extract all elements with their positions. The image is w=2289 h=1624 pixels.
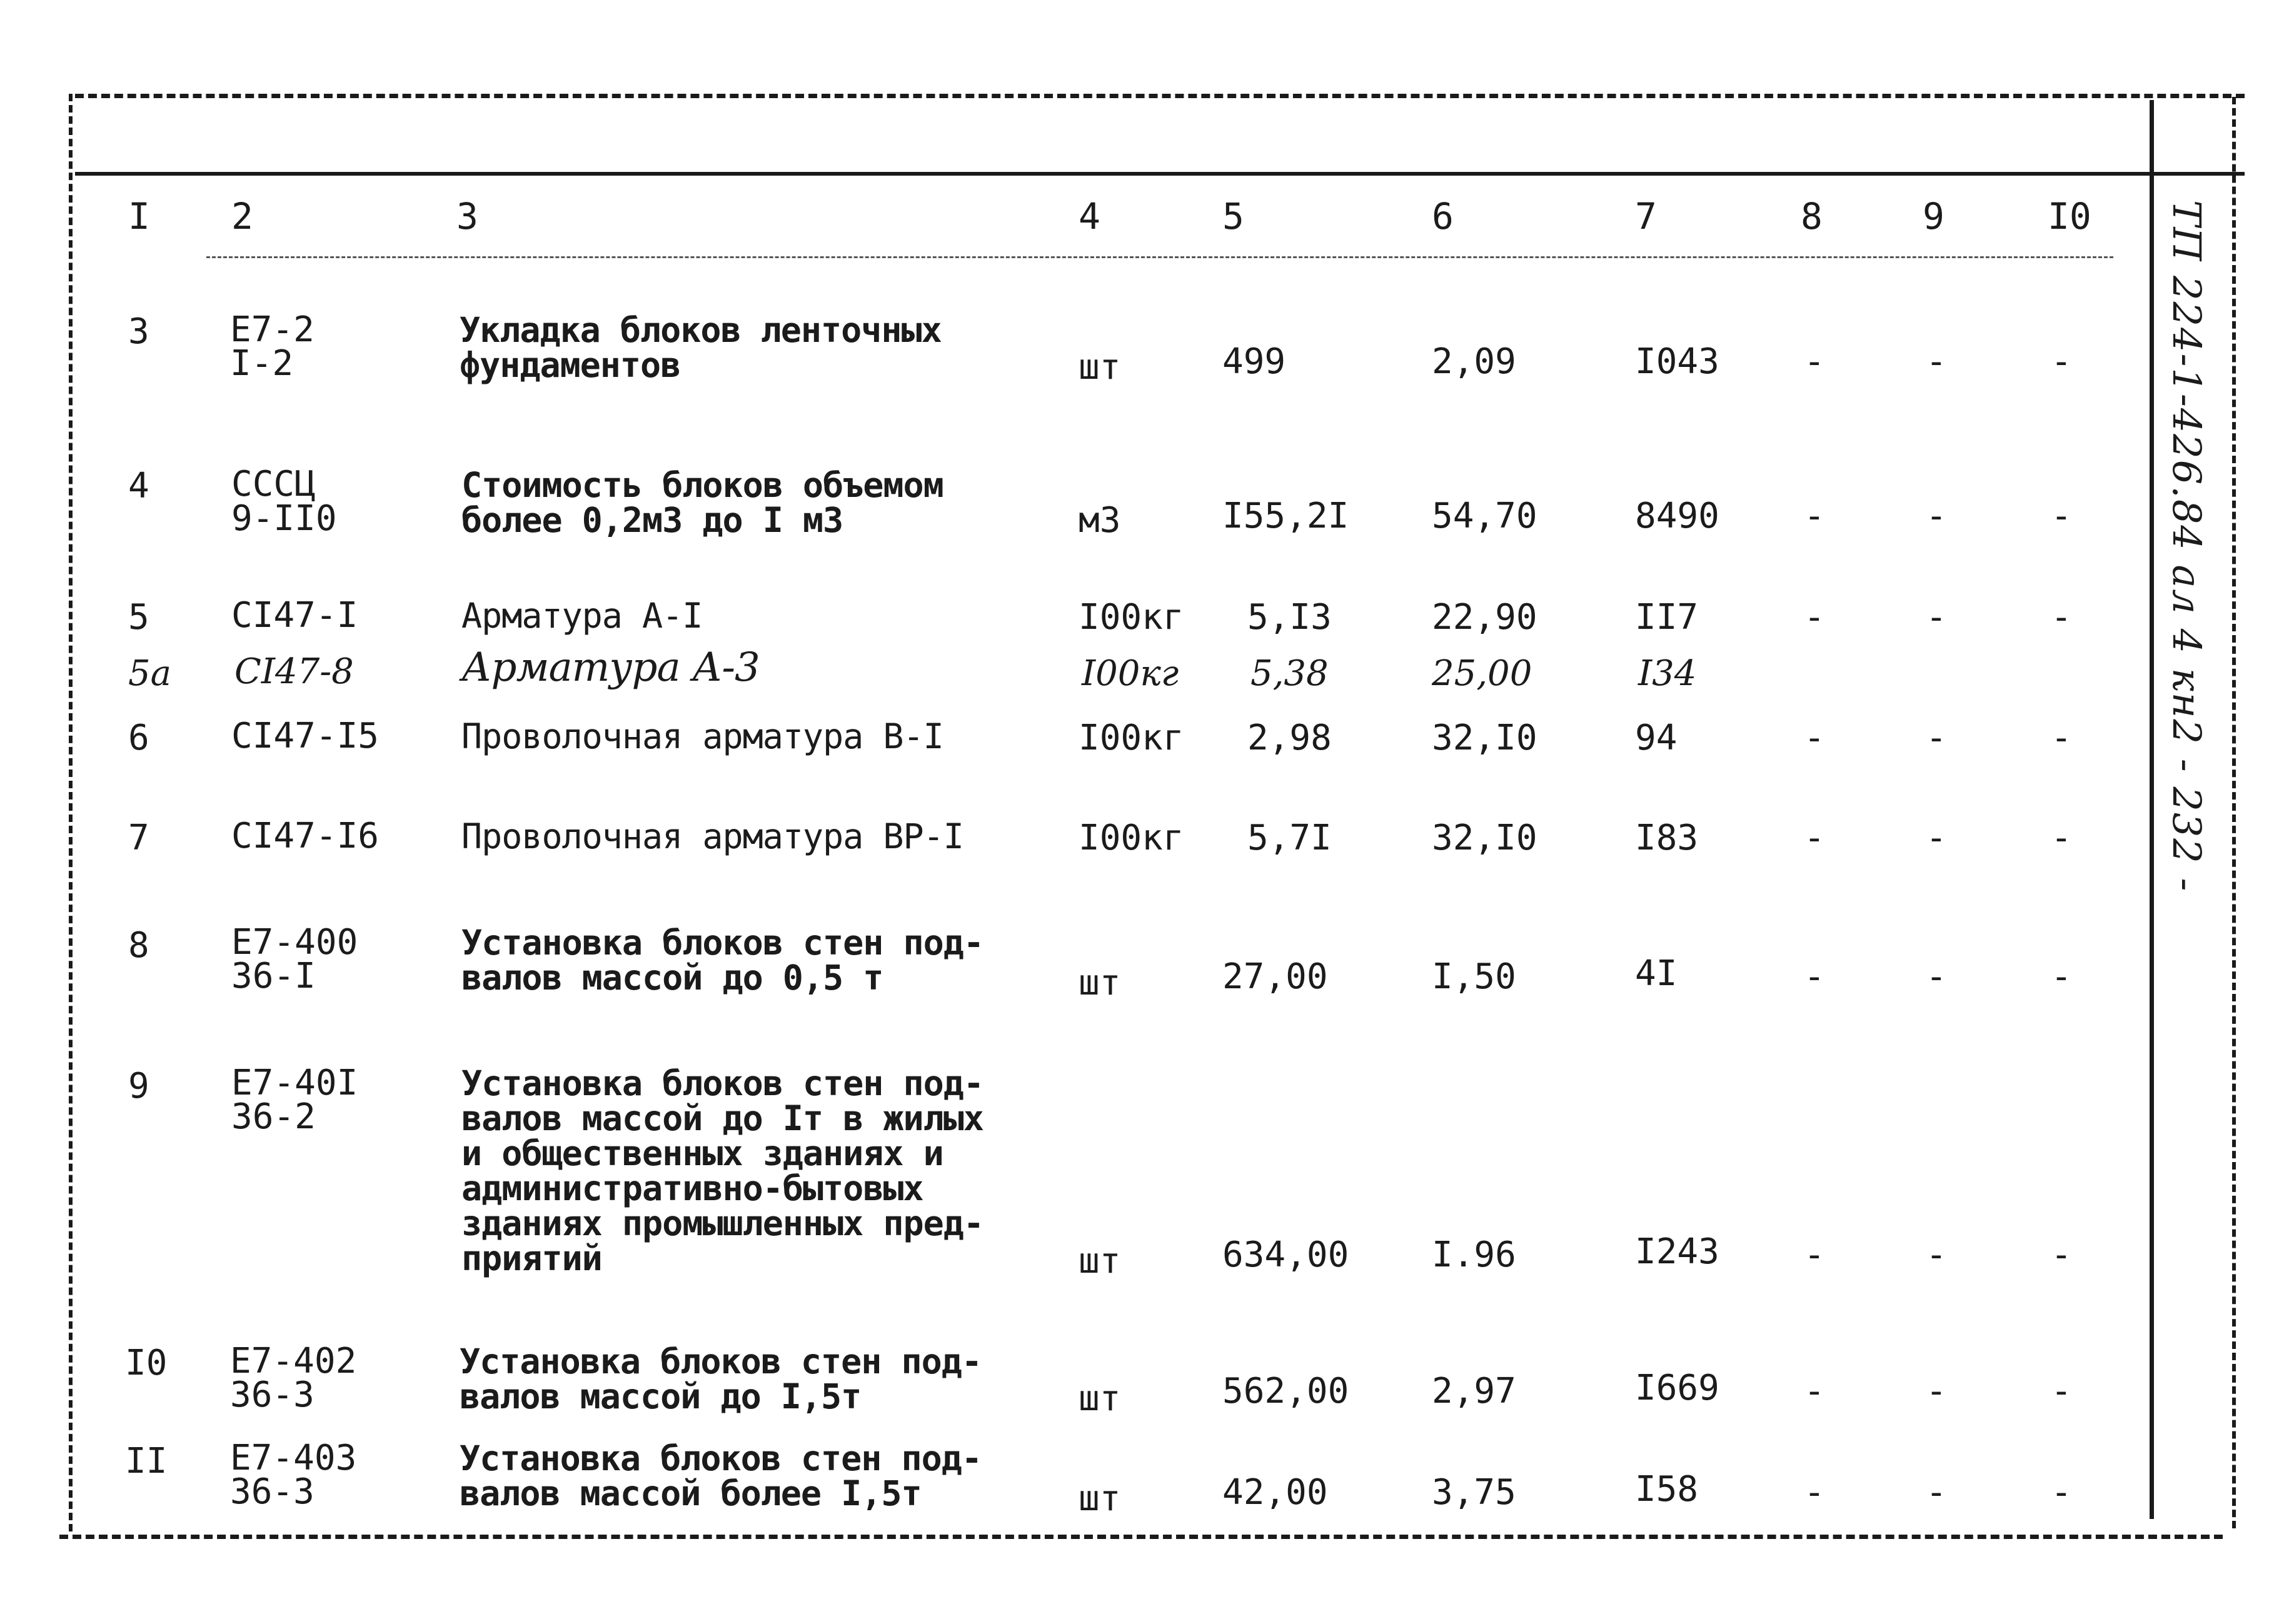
column-header-7: 7	[1635, 195, 1657, 238]
work-description-line: и общественных зданиях и	[461, 1133, 943, 1173]
row-number: 5	[128, 597, 149, 638]
quantity: I55,2I	[1222, 496, 1349, 536]
column-8-value: -	[1804, 496, 1825, 536]
quantity: 5,7I	[1247, 818, 1332, 858]
quantity: 562,00	[1222, 1371, 1349, 1411]
unit: шт	[1079, 1478, 1121, 1519]
column-header-3: 3	[456, 195, 478, 238]
frame-bottom-border	[59, 1535, 2223, 1539]
norm-code-line: 36-3	[230, 1471, 314, 1512]
work-description-line: Укладка блоков ленточных	[460, 310, 942, 350]
total-cost: II7	[1635, 597, 1699, 638]
column-header-4: 4	[1079, 195, 1100, 238]
work-description-line: зданиях промышленных пред-	[461, 1203, 984, 1243]
unit: шт	[1079, 347, 1121, 388]
column-9-value: -	[1926, 496, 1947, 536]
norm-code-line: CI47-I	[231, 595, 358, 636]
work-description-line: Установка блоков стен под-	[460, 1438, 982, 1478]
column-8-value: -	[1804, 956, 1825, 997]
norm-code-line: CI47-I5	[231, 716, 380, 756]
unit: шт	[1079, 1378, 1121, 1419]
unit-price: I.96	[1432, 1235, 1516, 1275]
work-description-line: валов массой до 0,5 т	[461, 958, 883, 998]
work-description-line: валов массой до I,5т	[460, 1376, 862, 1416]
column-8-value: -	[1804, 341, 1825, 382]
work-description-line: Арматура А-I	[461, 596, 703, 636]
unit-price: 3,75	[1432, 1472, 1516, 1513]
quantity: 5,38	[1250, 653, 1329, 694]
column-8-value: -	[1804, 718, 1825, 758]
unit: м3	[1079, 500, 1121, 541]
unit-price: I,50	[1432, 956, 1516, 997]
work-description-line: Установка блоков стен под-	[461, 1063, 984, 1103]
work-description-line: Установка блоков стен под-	[460, 1341, 982, 1381]
unit: I00кг	[1079, 597, 1184, 638]
column-header-5: 5	[1222, 195, 1244, 238]
work-description-line: фундаментов	[460, 345, 681, 385]
header-divider	[75, 172, 2245, 176]
norm-code-line: CI47-I6	[231, 816, 380, 856]
unit-price: 25,00	[1432, 653, 1532, 694]
column-header-1: I	[128, 195, 150, 238]
column-9-value: -	[1926, 1235, 1947, 1275]
column-10-value: -	[2051, 597, 2072, 638]
column-9-value: -	[1926, 818, 1947, 858]
work-description-line: Проволочная арматура ВР-I	[461, 816, 963, 856]
row-number: I0	[125, 1343, 168, 1383]
side-column-divider	[2150, 100, 2154, 1519]
column-10-value: -	[2051, 1472, 2072, 1513]
total-cost: 8490	[1635, 496, 1719, 536]
unit: I00кг	[1079, 818, 1184, 858]
unit: I00кг	[1082, 653, 1179, 694]
document-side-code: ТП 224-1-426.84 ал 4 кн2 - 232 -	[2164, 200, 2210, 893]
quantity: 27,00	[1222, 956, 1328, 997]
row-number: 9	[128, 1066, 149, 1106]
work-description-line: приятий	[461, 1238, 602, 1278]
row-number: 8	[128, 925, 149, 966]
column-10-value: -	[2051, 496, 2072, 536]
work-description-line: Проволочная арматура В-I	[461, 716, 943, 756]
unit-price: 32,I0	[1432, 818, 1537, 858]
work-description-line: Установка блоков стен под-	[461, 923, 984, 963]
norm-code-line: 36-3	[230, 1375, 314, 1415]
unit-price: 2,09	[1432, 341, 1516, 382]
work-description-line: более 0,2м3 до I м3	[461, 500, 843, 540]
row-number: II	[125, 1441, 168, 1481]
column-header-8: 8	[1801, 195, 1823, 238]
total-cost: 4I	[1635, 953, 1678, 994]
total-cost: I83	[1635, 818, 1699, 858]
column-10-value: -	[2051, 718, 2072, 758]
norm-code-line: СССЦ	[231, 464, 316, 504]
quantity: 5,I3	[1247, 597, 1332, 638]
work-description-line: валов массой до Iт в жилых	[461, 1098, 984, 1138]
unit: шт	[1079, 963, 1121, 1003]
total-cost: I043	[1635, 341, 1719, 382]
norm-code-line: 36-I	[231, 956, 316, 996]
total-cost: I243	[1635, 1231, 1719, 1272]
column-9-value: -	[1926, 1371, 1947, 1411]
column-10-value: -	[2051, 818, 2072, 858]
column-header-underline	[206, 256, 2113, 258]
unit-price: 22,90	[1432, 597, 1537, 638]
row-number: 6	[128, 718, 149, 758]
column-9-value: -	[1926, 718, 1947, 758]
column-9-value: -	[1926, 597, 1947, 638]
frame-top-border	[75, 94, 2245, 98]
row-number: 4	[128, 466, 149, 506]
quantity: 499	[1222, 341, 1286, 382]
unit: I00кг	[1079, 718, 1184, 758]
total-cost: I669	[1635, 1368, 1719, 1408]
unit-price: 32,I0	[1432, 718, 1537, 758]
row-number: 3	[128, 311, 149, 352]
column-8-value: -	[1804, 1235, 1825, 1275]
norm-code-line: Е7-403	[230, 1438, 357, 1478]
column-9-value: -	[1926, 1472, 1947, 1513]
row-number: 5а	[128, 653, 172, 694]
column-9-value: -	[1926, 956, 1947, 997]
frame-left-border	[69, 94, 73, 1531]
norm-code-line: I-2	[230, 343, 294, 384]
total-cost: I34	[1638, 653, 1697, 694]
column-header-2: 2	[231, 195, 253, 238]
column-9-value: -	[1926, 341, 1947, 382]
work-description-line: Стоимость блоков объемом	[461, 465, 943, 505]
norm-code-line: 36-2	[231, 1096, 316, 1137]
column-10-value: -	[2051, 341, 2072, 382]
column-8-value: -	[1804, 818, 1825, 858]
norm-code-line: 9-II0	[231, 498, 337, 539]
column-header-10: I0	[2048, 195, 2091, 238]
column-8-value: -	[1804, 1472, 1825, 1513]
frame-right-border	[2232, 97, 2236, 1528]
norm-code-line: Е7-400	[231, 922, 358, 963]
column-10-value: -	[2051, 1371, 2072, 1411]
quantity: 42,00	[1222, 1472, 1328, 1513]
norm-code-line: Е7-2	[230, 309, 314, 350]
unit-price: 2,97	[1432, 1371, 1516, 1411]
column-10-value: -	[2051, 1235, 2072, 1275]
quantity: 2,98	[1247, 718, 1332, 758]
column-header-9: 9	[1923, 195, 1944, 238]
total-cost: I58	[1635, 1469, 1699, 1510]
work-description-line: Арматура А-3	[461, 644, 760, 691]
unit-price: 54,70	[1432, 496, 1537, 536]
norm-code-line: CI47-8	[234, 651, 354, 692]
work-description-line: валов массой более I,5т	[460, 1473, 922, 1513]
quantity: 634,00	[1222, 1235, 1349, 1275]
column-8-value: -	[1804, 597, 1825, 638]
unit: шт	[1079, 1241, 1121, 1281]
norm-code-line: Е7-402	[230, 1341, 357, 1381]
column-header-6: 6	[1432, 195, 1454, 238]
total-cost: 94	[1635, 718, 1678, 758]
norm-code-line: Е7-40I	[231, 1063, 358, 1103]
row-number: 7	[128, 818, 149, 858]
column-8-value: -	[1804, 1371, 1825, 1411]
column-10-value: -	[2051, 956, 2072, 997]
work-description-line: административно-бытовых	[461, 1168, 923, 1208]
